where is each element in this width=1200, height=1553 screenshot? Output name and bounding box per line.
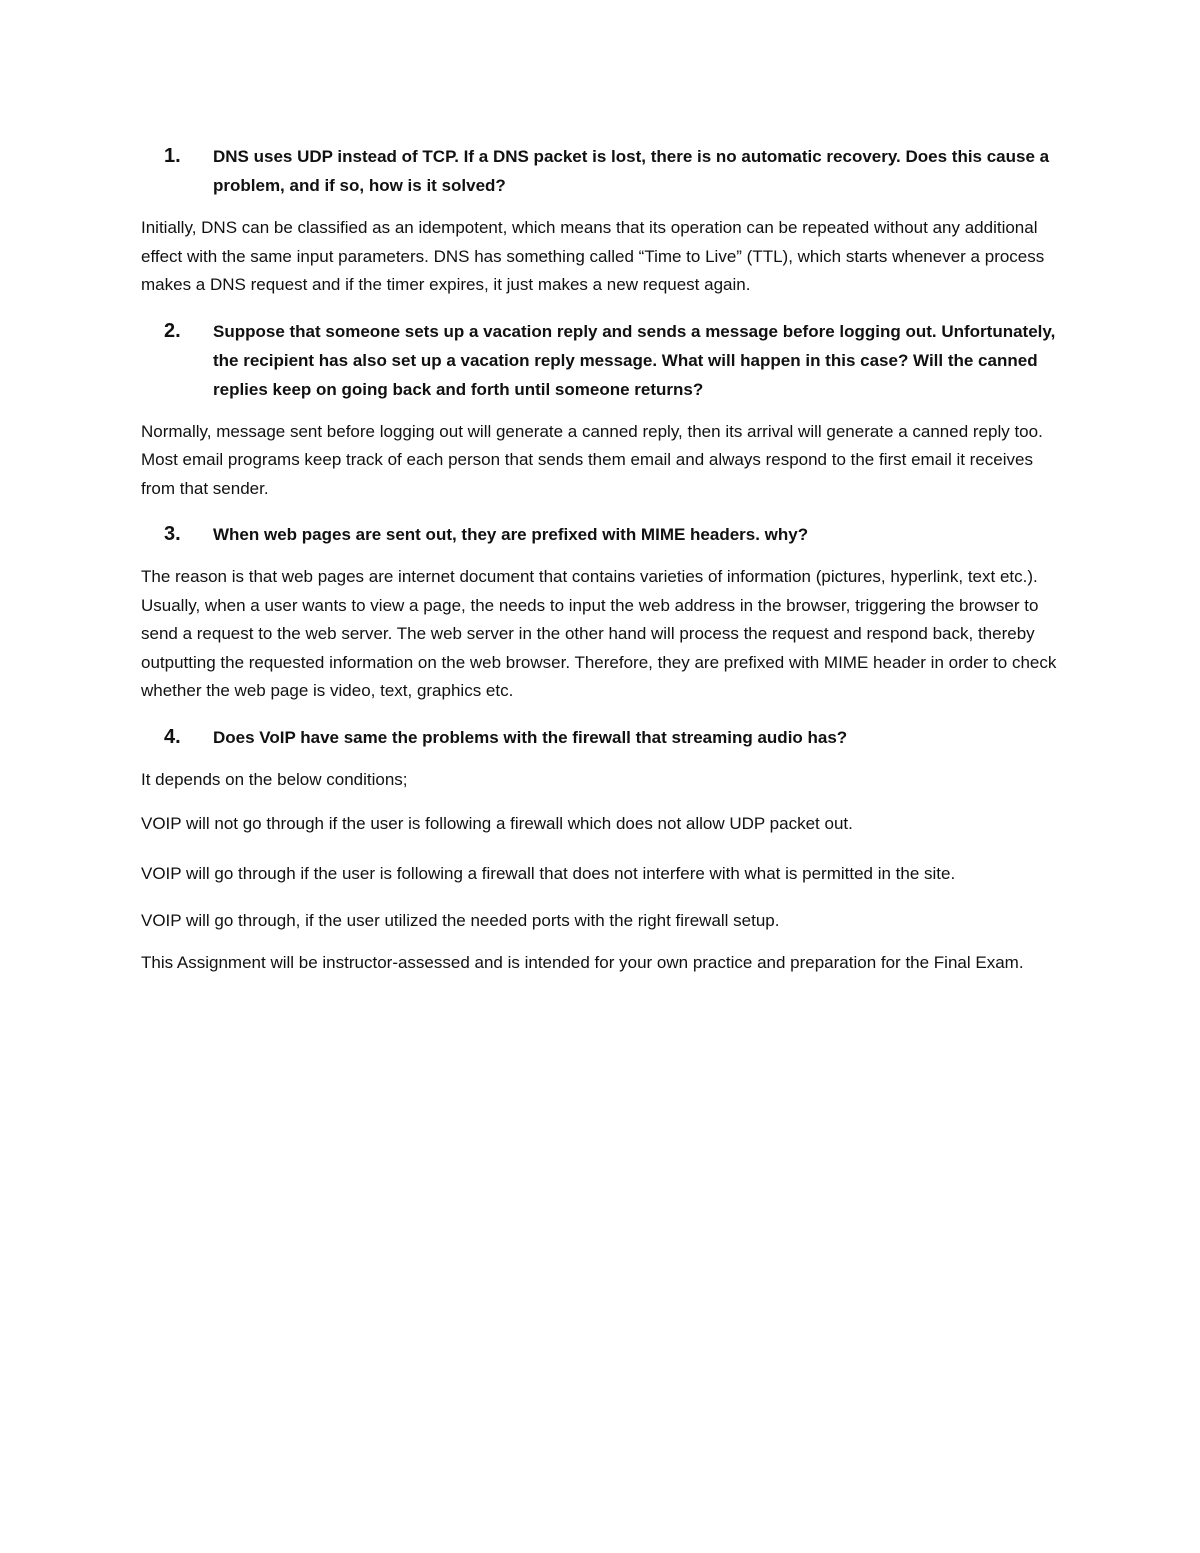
question-4 bbox=[141, 723, 1061, 752]
question-2-number: 2. bbox=[164, 319, 181, 342]
answer-4-condition-1: VOIP will not go through if the user is following a firewall which does not allow UDP packet out. bbox=[141, 814, 853, 833]
question-1-number: 1. bbox=[164, 145, 181, 167]
question-1 bbox=[141, 142, 1061, 200]
question-1-text: DNS uses UDP instead of TCP. If a DNS packet is lost, there is no automatic recovery. Does this cause a problem, and if so, how is it solved? bbox=[213, 147, 1050, 195]
question-3-text: When web pages are sent out, they are prefixed with MIME headers. why? bbox=[213, 525, 809, 544]
question-2-text: Suppose that someone sets up a vacation reply and sends a message before logging out. Unfortunately, the recipient has also set up a vacation reply message. What will happen in this case? Will the canned replies keep on going back and forth until someone returns? bbox=[213, 321, 1056, 399]
question-2 bbox=[141, 317, 1061, 404]
document-content bbox=[141, 142, 1061, 978]
answer-4-condition-3: VOIP will go through, if the user utilized the needed ports with the right firewall setup. bbox=[141, 910, 780, 930]
answer-4-condition-2: VOIP will go through if the user is following a firewall that does not interfere with what is permitted in the site. bbox=[141, 863, 956, 883]
answer-2: Normally, message sent before logging out will generate a canned reply, then its arrival will generate a canned reply too. Most email programs keep track of each person that sends them email and always respond to the first email it receives from that sender. bbox=[141, 421, 1043, 498]
answer-3: The reason is that web pages are internet document that contains varieties of information (pictures, hyperlink, text etc.). Usually, when a user wants to view a page, the needs to input the web address in the browser, triggering the browser to send a request to the web server. The web server in the other hand will process the request and respond back, thereby outputting the requested information on the web browser. Therefore, they are prefixed with MIME header in order to check whether the web page is video, text, graphics etc. bbox=[141, 567, 1057, 700]
footer-note: This Assignment will be instructor-assessed and is intended for your own practice and preparation for the Final Exam. bbox=[141, 953, 1024, 972]
answer-4-intro: It depends on the below conditions; bbox=[141, 769, 408, 789]
question-4-text: Does VoIP have same the problems with the firewall that streaming audio has? bbox=[213, 727, 848, 747]
question-3-number: 3. bbox=[164, 523, 181, 545]
question-4-number: 4. bbox=[164, 725, 181, 748]
answer-1: Initially, DNS can be classified as an idempotent, which means that its operation can be repeated without any additional effect with the same input parameters. DNS has something called “Time to Live” (TTL), which starts whenever a process makes a DNS request and if the timer expires, it just makes a new request again. bbox=[141, 218, 1045, 294]
question-3 bbox=[141, 520, 1061, 549]
